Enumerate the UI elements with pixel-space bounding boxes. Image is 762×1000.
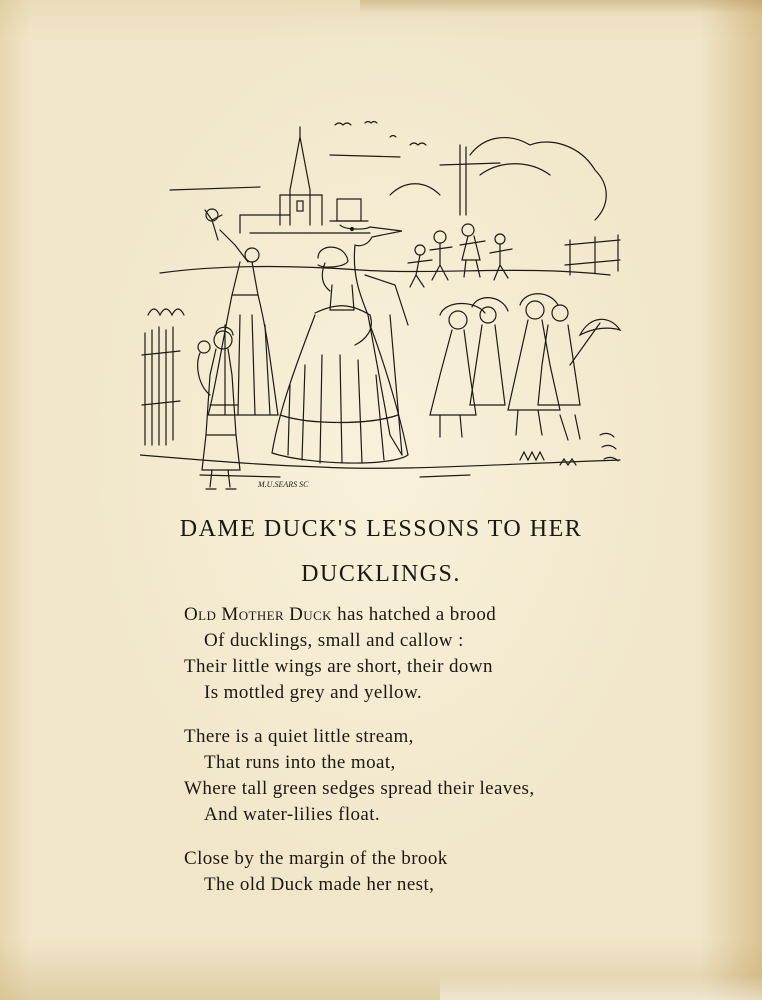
verse-text: Of ducklings, small and callow : xyxy=(204,630,464,651)
verse-text: Is mottled grey and yellow. xyxy=(204,682,422,703)
verse-line xyxy=(184,680,624,706)
verse-text-smallcaps: Old Mother Duck xyxy=(184,604,332,625)
verse-text: The old Duck made her nest, xyxy=(204,874,435,895)
verse-line xyxy=(184,776,624,802)
verse-line xyxy=(184,654,624,680)
verse-line xyxy=(184,602,624,628)
verse-line xyxy=(184,872,624,898)
verse-line xyxy=(184,750,624,776)
verse-line xyxy=(184,724,624,750)
verse-line xyxy=(184,628,624,654)
page-edge-shadow xyxy=(360,0,762,14)
verse-text: That runs into the moat, xyxy=(204,752,396,773)
stanza xyxy=(184,602,624,706)
page-title-line-2: DUCKLINGS. xyxy=(301,561,461,587)
verse-text: Where tall green sedges spread their leaves, xyxy=(184,778,535,799)
page-title-line-1: DAME DUCK'S LESSONS TO HER xyxy=(179,516,583,542)
stanza xyxy=(184,724,624,828)
verse-text: There is a quiet little stream, xyxy=(184,726,414,747)
verse-text: Close by the margin of the brook xyxy=(184,848,448,869)
verse-text: And water-lilies float. xyxy=(204,804,381,825)
page-edge-highlight xyxy=(440,975,762,1000)
engraved-illustration xyxy=(140,115,625,500)
verse-text: Their little wings are short, their down xyxy=(184,656,493,677)
stanza xyxy=(184,846,624,898)
verse-text: has hatched a brood xyxy=(331,604,497,625)
engraver-signature: M.U.SEARS SC xyxy=(258,480,309,489)
verse-line xyxy=(184,802,624,828)
verse-line xyxy=(184,846,624,872)
poem-body xyxy=(184,602,624,916)
